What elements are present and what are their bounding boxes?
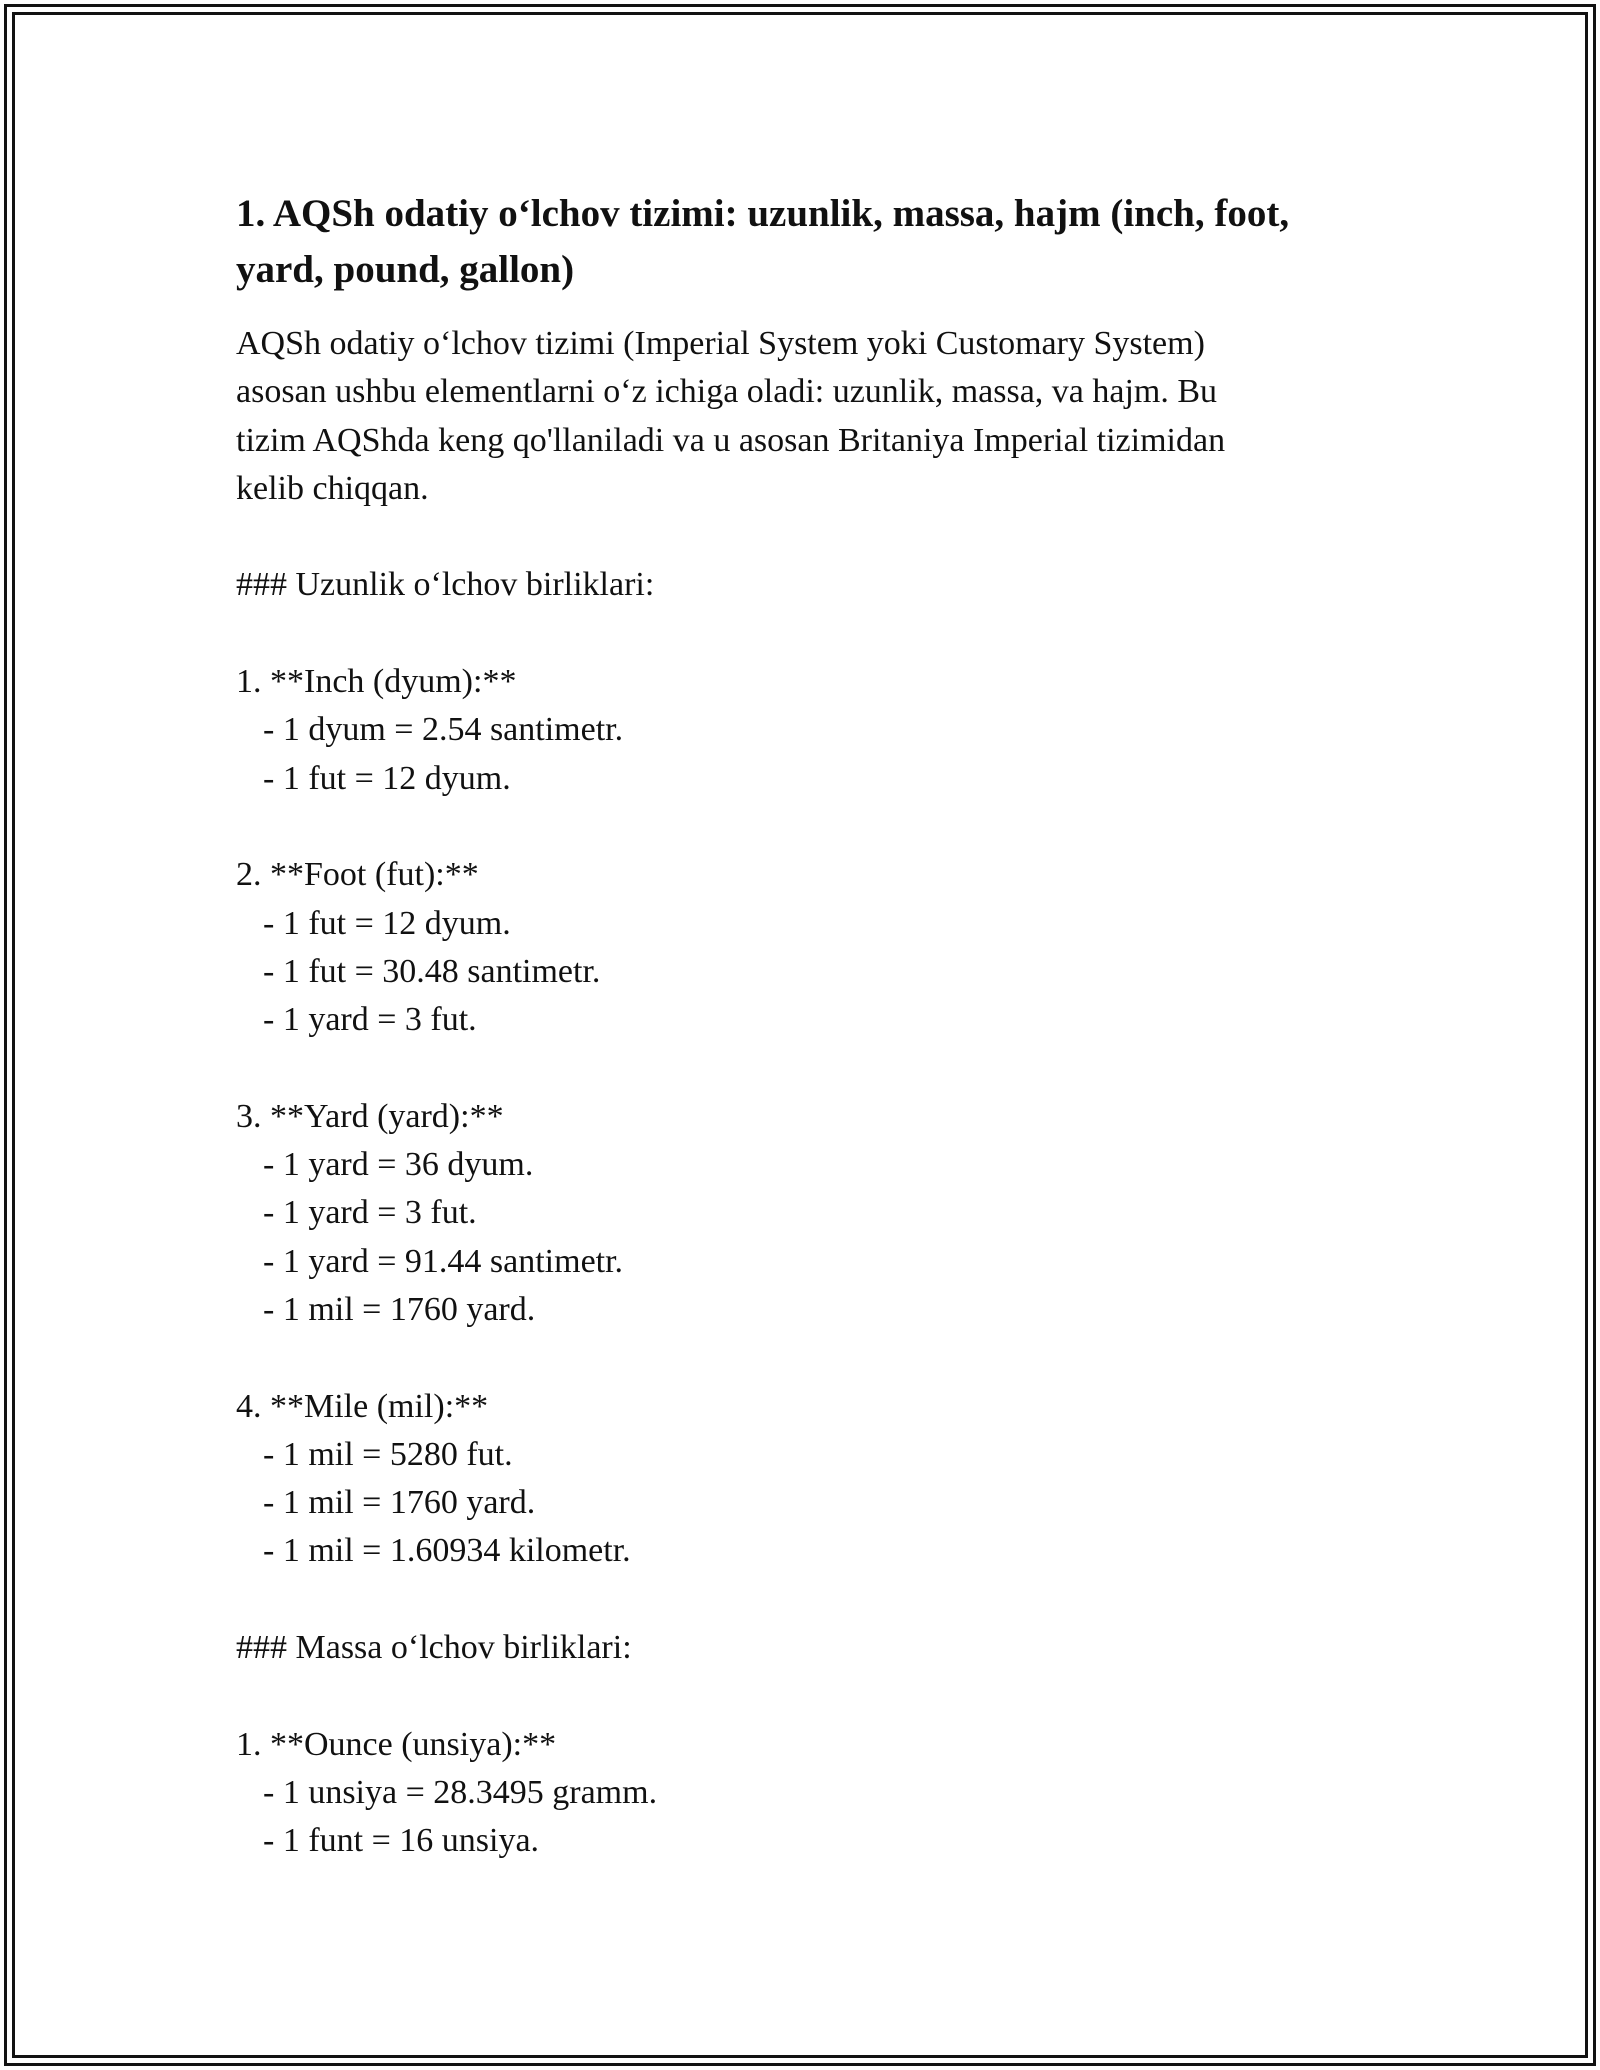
list-item-title: 1. **Ounce (unsiya):** bbox=[236, 1725, 557, 1763]
list-item-line: - 1 mil = 5280 fut. bbox=[263, 1435, 513, 1473]
intro-line: kelib chiqqan. bbox=[236, 469, 429, 507]
section-heading: 1. AQSh odatiy o‘lchov tizimi: uzunlik, massa, hajm (inch, foot, yard, pound, gallon) bbox=[236, 192, 1290, 291]
intro-line: tizim AQShda keng qo'llaniladi va u asosan Britaniya Imperial tizimidan bbox=[236, 421, 1226, 459]
list-item-line: - 1 mil = 1760 yard. bbox=[263, 1484, 536, 1522]
list-item-foot bbox=[236, 851, 1366, 1044]
list-item-line: - 1 unsiya = 28.3495 gramm. bbox=[263, 1773, 658, 1811]
list-item-yard bbox=[236, 1093, 1366, 1334]
list-item-title: 2. **Foot (fut):** bbox=[236, 856, 479, 894]
list-item-line: - 1 fut = 12 dyum. bbox=[263, 904, 511, 942]
list-item-line: - 1 yard = 3 fut. bbox=[263, 1001, 477, 1039]
intro-line: asosan ushbu elementlarni o‘z ichiga oladi: uzunlik, massa, va hajm. Bu bbox=[236, 373, 1218, 411]
mass-section-title: ### Massa o‘lchov birliklari: bbox=[236, 1629, 632, 1667]
length-section-title: ### Uzunlik o‘lchov birliklari: bbox=[236, 566, 655, 604]
list-item-title: 1. **Inch (dyum):** bbox=[236, 663, 517, 701]
intro-paragraph bbox=[236, 320, 1366, 513]
list-item-line: - 1 funt = 16 unsiya. bbox=[263, 1822, 540, 1860]
document-body bbox=[236, 186, 1366, 1866]
list-item-line: - 1 yard = 3 fut. bbox=[263, 1194, 477, 1232]
list-item-line: - 1 yard = 36 dyum. bbox=[263, 1146, 534, 1184]
list-item-line: - 1 mil = 1.60934 kilometr. bbox=[263, 1532, 631, 1570]
list-item-line: - 1 mil = 1760 yard. bbox=[263, 1290, 536, 1328]
list-item-title: 3. **Yard (yard):** bbox=[236, 1097, 504, 1135]
list-item-title: 4. **Mile (mil):** bbox=[236, 1387, 489, 1425]
intro-line: AQSh odatiy o‘lchov tizimi (Imperial System yoki Customary System) bbox=[236, 325, 1205, 362]
list-item-line: - 1 yard = 91.44 santimetr. bbox=[263, 1242, 624, 1280]
list-item-line: - 1 dyum = 2.54 santimetr. bbox=[263, 711, 624, 749]
list-item-ounce bbox=[236, 1721, 1366, 1866]
list-item-inch bbox=[236, 658, 1366, 803]
list-item-line: - 1 fut = 30.48 santimetr. bbox=[263, 952, 601, 990]
list-item-line: - 1 fut = 12 dyum. bbox=[263, 759, 511, 797]
list-item-mile bbox=[236, 1383, 1366, 1576]
